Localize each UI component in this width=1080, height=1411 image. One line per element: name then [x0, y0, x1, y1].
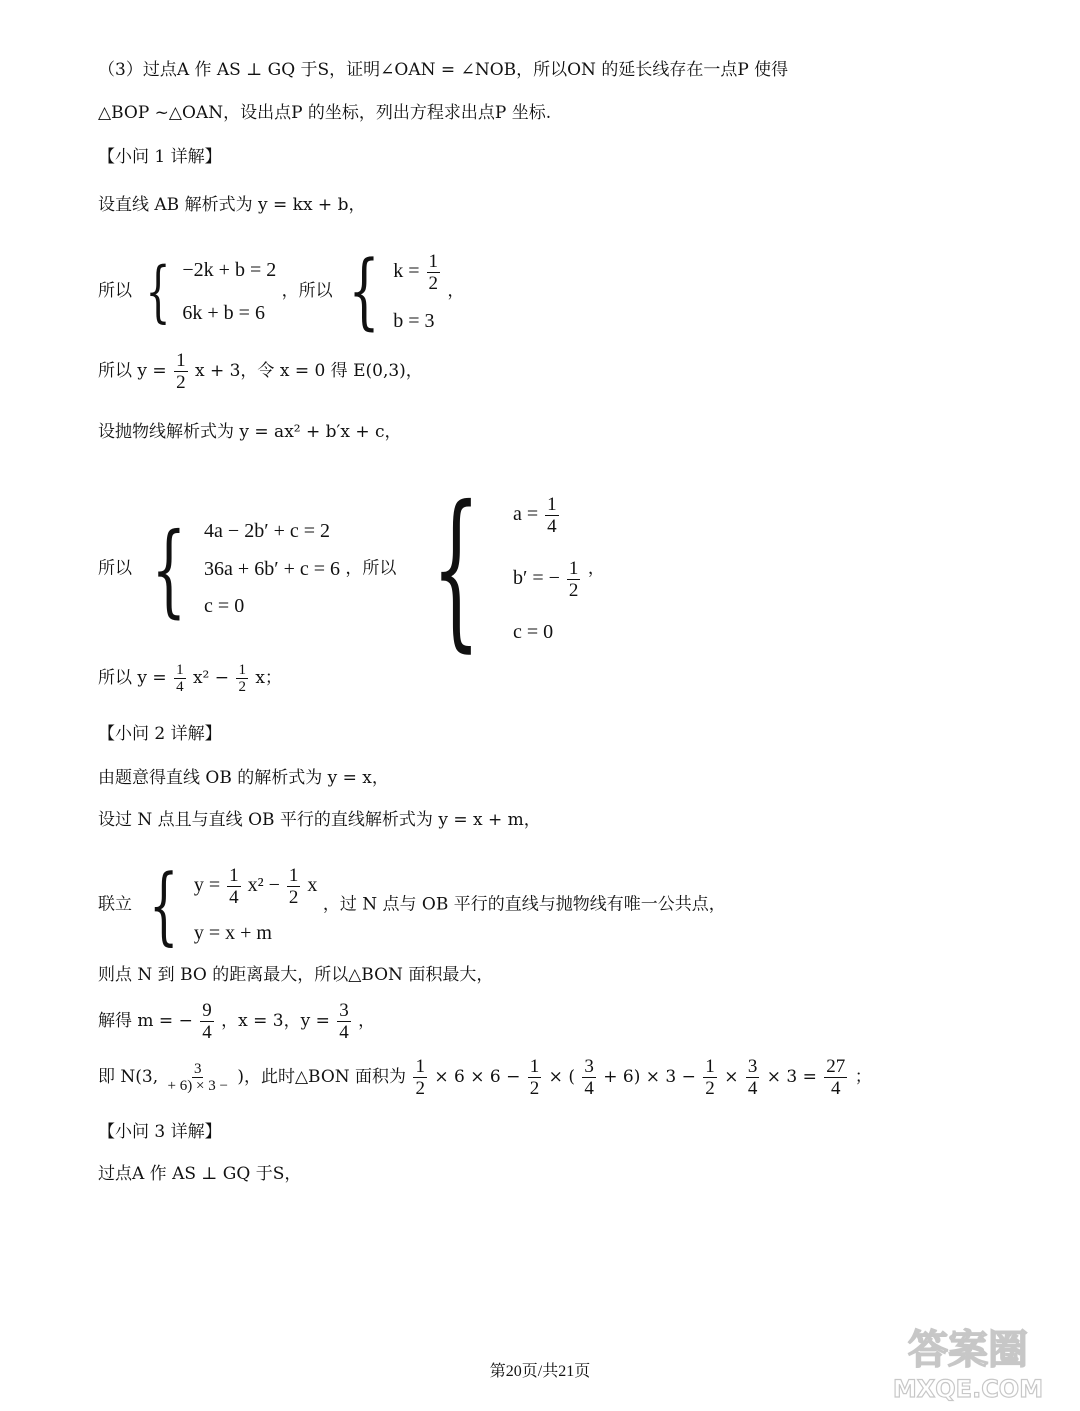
text-line: 过点A 作 AS ⊥ GQ 于S，	[98, 1164, 302, 1184]
brace-glyph: {	[348, 244, 380, 339]
system-row	[513, 558, 582, 601]
denominator: 2	[568, 579, 579, 601]
text-end: ；	[854, 1067, 872, 1087]
row-text: y =	[193, 874, 221, 897]
fraction	[166, 1061, 230, 1094]
system-rows	[393, 251, 442, 333]
section-heading: 【小问 1 详解】	[98, 147, 222, 167]
row-text: k =	[393, 259, 420, 282]
text-suffix: ，过 N 点与 OB 平行的直线与抛物线有唯一公共点，	[322, 894, 726, 915]
numerator: 1	[705, 1056, 715, 1077]
equation-line	[98, 856, 726, 954]
text-suffix: x + 3，令 x = 0 得 E(0,3)，	[194, 361, 423, 381]
brace-glyph: {	[431, 470, 481, 668]
numerator: 1	[176, 350, 186, 371]
denominator: 2	[415, 1078, 425, 1099]
numerator: 27	[826, 1056, 846, 1077]
numerator: 1	[288, 865, 299, 886]
page-number: 第20页/共21页	[489, 1363, 591, 1380]
equation-line	[98, 244, 464, 339]
equation-line	[98, 470, 605, 668]
equation-line	[98, 1000, 375, 1043]
watermark-bottom: MXQE.COM	[892, 1375, 1044, 1403]
numerator: 1	[415, 1056, 425, 1077]
system-row: c = 0	[512, 621, 554, 643]
denominator: 2	[428, 272, 439, 294]
text-prefix: 所以 y =	[98, 361, 167, 381]
system-row: 6k + b = 6	[182, 301, 265, 324]
denominator: 2	[288, 887, 299, 908]
row-text: x	[307, 874, 318, 897]
fraction	[528, 1056, 542, 1099]
system-row: c = 0	[204, 595, 245, 617]
text-prefix: 所以	[98, 281, 132, 301]
numerator: 3	[747, 1056, 758, 1077]
equation-line	[98, 662, 282, 695]
text-suffix: x；	[255, 668, 282, 688]
numerator: 1	[176, 662, 184, 678]
text-line: （3）过点A 作 AS ⊥ GQ 于S，证明∠OAN = ∠NOB，所以ON 的延长线存在一点P 使得	[98, 60, 789, 80]
equation-system	[137, 253, 276, 330]
fraction	[746, 1056, 760, 1099]
numerator: 1	[238, 662, 246, 678]
denominator: 2	[705, 1078, 715, 1099]
text-mid: ，所以	[345, 558, 397, 579]
numerator: 1	[428, 250, 439, 272]
fraction	[174, 350, 188, 393]
brace-glyph: {	[151, 510, 187, 628]
text-line: 则点 N 到 BO 的距离最大，所以△BON 面积最大，	[98, 965, 494, 985]
equation-line	[98, 350, 423, 393]
numerator: 1	[568, 557, 579, 579]
text-prefix: 联立	[98, 894, 132, 915]
fraction	[545, 494, 559, 537]
system-row: −2k + b = 2	[182, 258, 277, 281]
denominator: 4	[339, 1022, 349, 1043]
brace-glyph: {	[145, 253, 172, 330]
system-rows	[182, 259, 276, 325]
text-mid: × 6 × 6 −	[434, 1067, 521, 1087]
fraction	[227, 865, 241, 908]
system-row: y = x + m	[193, 922, 272, 944]
denominator: 4	[202, 1022, 212, 1043]
equation-system	[137, 511, 340, 628]
denominator: 4	[176, 679, 184, 695]
fraction	[236, 662, 248, 695]
text-mid: )，此时△BON 面积为	[237, 1067, 407, 1087]
denominator: 2	[529, 1078, 540, 1099]
fraction	[174, 662, 186, 695]
system-row: 36a + 6b′ + c = 6	[204, 557, 340, 580]
text-line: 设过 N 点且与直线 OB 平行的直线解析式为 y = x + m，	[98, 810, 541, 830]
numerator: 1	[547, 494, 557, 515]
section-heading: 【小问 3 详解】	[98, 1122, 222, 1142]
system-row: b = 3	[393, 309, 435, 332]
text-mid: ×	[724, 1067, 739, 1087]
numerator: 3	[584, 1056, 594, 1077]
text-line: △BOP ~△OAN，设出点P 的坐标，列出方程求出点P 坐标.	[98, 103, 552, 123]
system-rows	[204, 520, 340, 618]
text-mid: ，所以	[281, 281, 333, 301]
text-mid: × (	[548, 1067, 575, 1087]
denominator: 2	[176, 372, 186, 393]
fraction	[337, 1000, 351, 1043]
watermark-top: 答案圈	[908, 1327, 1028, 1373]
row-text: a =	[512, 503, 539, 526]
system-row	[194, 865, 318, 908]
fraction	[582, 1056, 596, 1099]
text-end: ，	[358, 1011, 376, 1031]
text-mid: ，x = 3，y =	[221, 1011, 330, 1031]
numerator: 1	[529, 1056, 540, 1077]
fraction	[824, 1056, 847, 1099]
numerator: 3	[193, 1061, 202, 1077]
text-prefix: 所以	[98, 558, 132, 579]
fraction	[413, 1056, 427, 1099]
system-row	[513, 494, 582, 537]
row-text: x² −	[247, 874, 280, 897]
text-mid: x² −	[192, 668, 230, 688]
numerator: 3	[339, 1000, 349, 1021]
text-prefix: 解得 m = −	[98, 1011, 193, 1031]
watermark-logo	[878, 1313, 1058, 1403]
text-prefix: 所以 y =	[98, 668, 167, 688]
text-line: 设直线 AB 解析式为 y = kx + b，	[98, 195, 366, 215]
text-end: ，	[447, 281, 465, 301]
fraction	[200, 1000, 214, 1043]
text-prefix: 即 N(3,	[98, 1067, 159, 1087]
denominator: 4	[584, 1078, 594, 1099]
equation-line	[98, 1056, 872, 1099]
numerator: 9	[202, 1000, 212, 1021]
system-rows	[194, 865, 318, 945]
equation-system	[137, 856, 317, 954]
denominator: 4	[547, 516, 557, 537]
fraction	[427, 251, 441, 294]
denominator: 4	[831, 1078, 841, 1099]
system-row	[393, 251, 442, 294]
brace-glyph: {	[149, 856, 179, 954]
system-rows	[513, 494, 582, 644]
text-end: ，	[587, 558, 605, 579]
text-line: 设抛物线解析式为 y = ax² + b′x + c，	[98, 422, 402, 442]
equation-system	[338, 244, 442, 339]
text-mid: + 6) × 3 −	[603, 1067, 696, 1087]
fraction	[567, 558, 581, 601]
numerator: 1	[229, 865, 239, 886]
denominator: 4	[229, 887, 239, 908]
denominator: 2	[238, 679, 246, 695]
text-mid: × 3 =	[766, 1067, 817, 1087]
fraction	[703, 1056, 717, 1099]
row-text: b′ = −	[512, 566, 560, 589]
fraction	[287, 865, 301, 908]
denominator: 4	[747, 1078, 758, 1099]
denominator: + 6) × 3 −	[167, 1078, 228, 1094]
system-row: 4a − 2b′ + c = 2	[204, 520, 330, 542]
text-line: 由题意得直线 OB 的解析式为 y = x，	[98, 768, 389, 788]
equation-system	[402, 470, 583, 668]
section-heading: 【小问 2 详解】	[98, 724, 222, 744]
